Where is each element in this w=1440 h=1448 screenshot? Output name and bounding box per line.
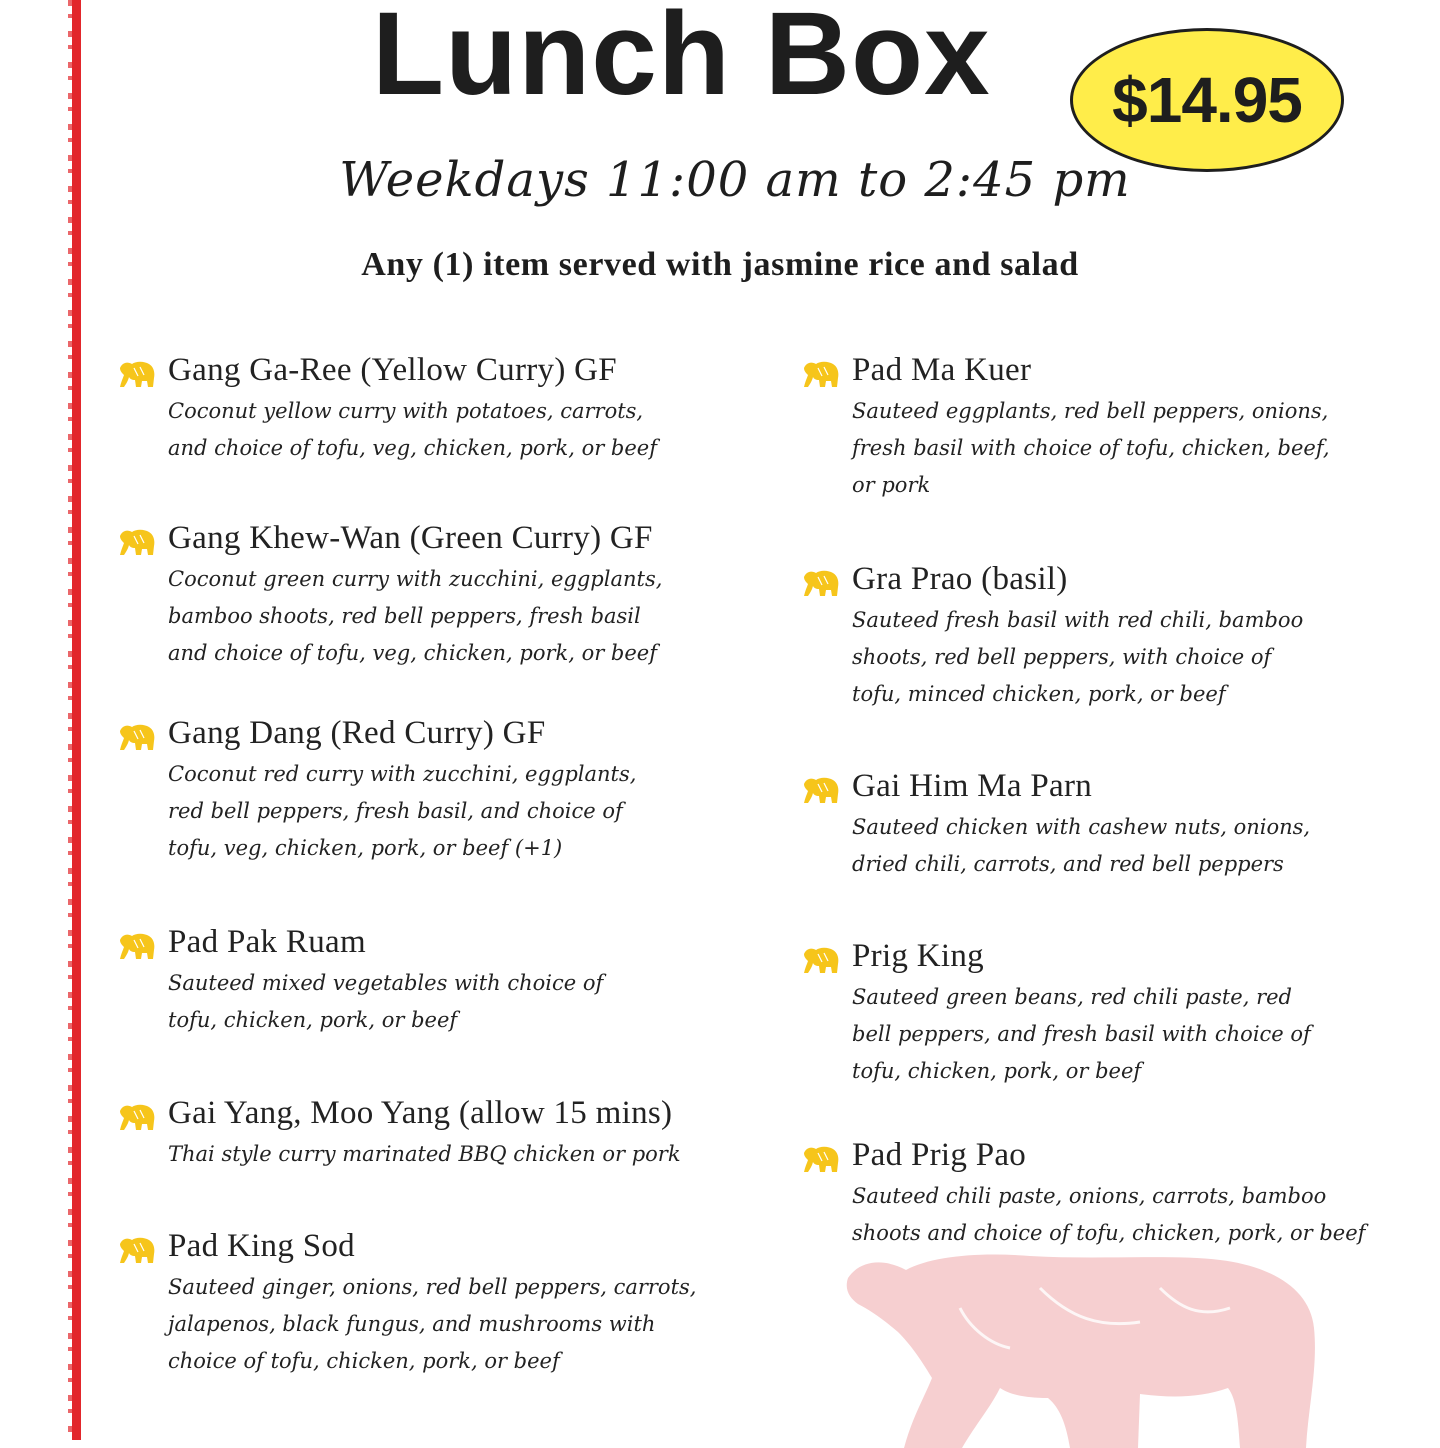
menu-item — [852, 938, 1311, 1090]
menu-item-name: Gai Yang, Moo Yang (allow 15 mins) — [168, 1095, 673, 1131]
menu-title: Lunch Box — [372, 0, 991, 120]
elephant-icon — [802, 946, 840, 974]
menu-item — [852, 768, 1310, 883]
menu-item — [852, 1137, 1365, 1252]
menu-item-name: Pad Prig Pao — [852, 1137, 1027, 1173]
menu-item — [852, 561, 1303, 713]
menu-item — [168, 520, 662, 672]
menu-item-description: Sauteed chili paste, onions, carrots, bamboo shoots and choice of tofu, chicken, pork, or beef — [852, 1184, 1366, 1245]
menu-item-name: Gang Khew-Wan (Green Curry) GF — [168, 520, 653, 556]
elephant-watermark-icon — [840, 1248, 1320, 1448]
service-hours: Weekdays 11:00 am to 2:45 pm — [339, 152, 1131, 208]
menu-item-description: Coconut green curry with zucchini, eggplants, bamboo shoots, red bell peppers, fresh basil and choice of tofu, veg, chicken, pork, or beef — [168, 567, 663, 665]
menu-item-description: Coconut red curry with zucchini, eggplants, red bell peppers, fresh basil, and choice of tofu, veg, chicken, pork, or beef (+1) — [168, 762, 637, 860]
elephant-icon — [118, 360, 156, 388]
menu-item-name: Gang Dang (Red Curry) GF — [168, 715, 546, 751]
elephant-icon — [802, 360, 840, 388]
menu-subtitle: Any (1) item served with jasmine rice and salad — [361, 246, 1079, 283]
menu-item — [168, 924, 603, 1039]
red-border-stripe — [72, 0, 81, 1440]
menu-item-description: Sauteed mixed vegetables with choice of tofu, chicken, pork, or beef — [168, 971, 604, 1032]
menu-item — [168, 1095, 681, 1173]
menu-item-name: Prig King — [852, 938, 984, 974]
menu-item-name: Pad King Sod — [168, 1228, 355, 1264]
menu-item-description: Sauteed green beans, red chili paste, red bell peppers, and fresh basil with choice of tofu, chicken, pork, or beef — [852, 985, 1311, 1083]
elephant-icon — [118, 723, 156, 751]
menu-item-name: Gra Prao (basil) — [852, 561, 1068, 597]
menu-item-description: Thai style curry marinated BBQ chicken or pork — [168, 1142, 681, 1166]
menu-item-description: Sauteed fresh basil with red chili, bamboo shoots, red bell peppers, with choice of tofu, minced chicken, pork, or beef — [852, 608, 1304, 706]
menu-item-description: Coconut yellow curry with potatoes, carrots, and choice of tofu, veg, chicken, pork, or beef — [168, 399, 657, 460]
menu-item-description: Sauteed chicken with cashew nuts, onions, dried chili, carrots, and red bell peppers — [852, 815, 1311, 876]
menu-item-name: Pad Ma Kuer — [852, 352, 1032, 388]
menu-item-name: Gang Ga-Ree (Yellow Curry) GF — [168, 352, 617, 388]
elephant-icon — [118, 528, 156, 556]
menu-item-name: Gai Him Ma Parn — [852, 768, 1093, 804]
menu-item — [168, 352, 657, 467]
elephant-icon — [118, 1103, 156, 1131]
menu-item — [168, 715, 636, 867]
menu-item-description: Sauteed eggplants, red bell peppers, onions, fresh basil with choice of tofu, chicken, beef, or pork — [852, 399, 1330, 497]
elephant-icon — [802, 1145, 840, 1173]
menu-item — [852, 352, 1330, 504]
price-badge — [1070, 28, 1344, 172]
price-label: $14.95 — [1112, 64, 1302, 136]
menu-item-description: Sauteed ginger, onions, red bell peppers, carrots, jalapenos, black fungus, and mushrooms with choice of tofu, chicken, pork, or beef — [168, 1275, 697, 1373]
menu-item — [168, 1228, 696, 1380]
elephant-icon — [118, 1236, 156, 1264]
menu-item-name: Pad Pak Ruam — [168, 924, 366, 960]
elephant-icon — [118, 932, 156, 960]
elephant-icon — [802, 569, 840, 597]
elephant-icon — [802, 776, 840, 804]
